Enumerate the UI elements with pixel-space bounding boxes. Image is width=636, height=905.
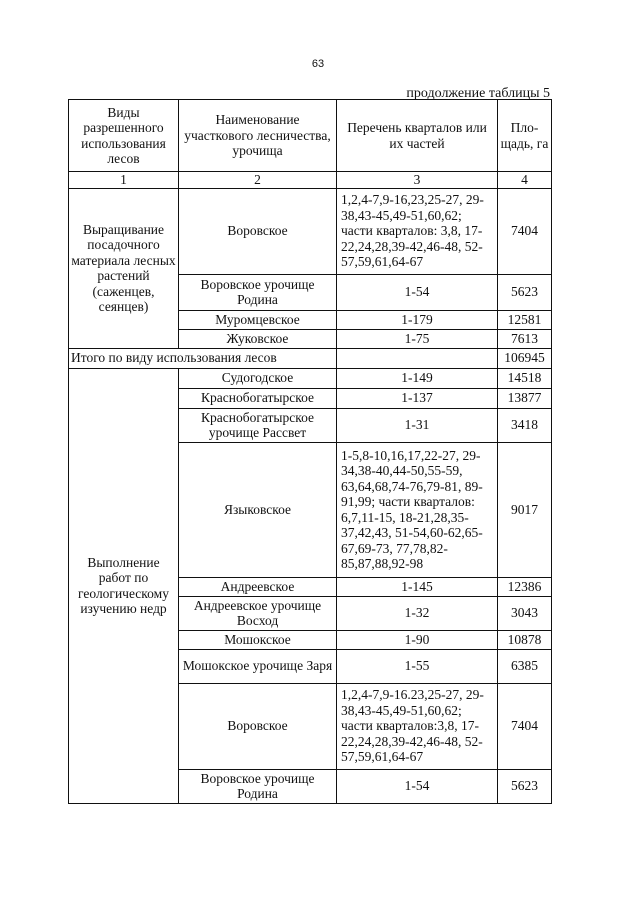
header-use-type: Виды разрешенного использования лесов <box>69 100 179 172</box>
forestry-name: Муромцевское <box>179 310 337 329</box>
quarters-list: 1-32 <box>337 596 498 630</box>
forestry-name: Андреевское <box>179 577 337 596</box>
area-value: 9017 <box>498 442 552 577</box>
area-value: 5623 <box>498 274 552 310</box>
quarters-list: 1-137 <box>337 388 498 408</box>
area-value: 7404 <box>498 683 552 769</box>
quarters-list: 1-5,8-10,16,17,22-27, 29-34,38-40,44-50,55-59, 63,64,68,74-76,79-81, 89-91,99; части кварталов: 6,7,11-15, 18-21,28,35-37,42,43, 51-54,60-62,65-67,69-73, 77,78,82-85,87,88,92-98 <box>337 442 498 577</box>
forestry-name: Краснобогатырское <box>179 388 337 408</box>
forestry-name: Мошокское <box>179 630 337 649</box>
quarters-list: 1-31 <box>337 408 498 442</box>
total-label: Итого по виду использования лесов <box>69 348 337 368</box>
header-area: Пло-щадь, га <box>498 100 552 172</box>
column-number: 3 <box>337 172 498 189</box>
total-row <box>69 348 552 368</box>
area-value: 6385 <box>498 649 552 683</box>
table-row <box>69 368 552 388</box>
area-value: 5623 <box>498 769 552 803</box>
forestry-name: Мошокское урочище Заря <box>179 649 337 683</box>
forestry-name: Языковское <box>179 442 337 577</box>
forest-use-table <box>68 99 552 804</box>
area-value: 12581 <box>498 310 552 329</box>
area-value: 3043 <box>498 596 552 630</box>
column-number: 4 <box>498 172 552 189</box>
use-type-cell: Выполнение работ по геологическому изучению недр <box>69 368 179 803</box>
quarters-list: 1-179 <box>337 310 498 329</box>
total-empty-cell <box>337 348 498 368</box>
quarters-list: 1-75 <box>337 329 498 348</box>
forestry-name: Воровское <box>179 188 337 274</box>
quarters-list: 1-55 <box>337 649 498 683</box>
header-quarters: Перечень кварталов или их частей <box>337 100 498 172</box>
forestry-name: Воровское <box>179 683 337 769</box>
area-value: 13877 <box>498 388 552 408</box>
area-value: 14518 <box>498 368 552 388</box>
quarters-list: 1,2,4-7,9-16.23,25-27, 29-38,43-45,49-51,60,62; части кварталов:3,8, 17-22,24,28,39-42,46-48, 52-57,59,61,64-67 <box>337 683 498 769</box>
column-number: 1 <box>69 172 179 189</box>
quarters-list: 1,2,4-7,9-16,23,25-27, 29-38,43-45,49-51,60,62; части кварталов: 3,8, 17-22,24,28,39-42,46-48, 52-57,59,61,64-67 <box>337 188 498 274</box>
quarters-list: 1-90 <box>337 630 498 649</box>
forestry-name: Жуковское <box>179 329 337 348</box>
forestry-name: Воровское урочище Родина <box>179 274 337 310</box>
area-value: 7404 <box>498 188 552 274</box>
forestry-name: Андреевское урочище Восход <box>179 596 337 630</box>
area-value: 10878 <box>498 630 552 649</box>
quarters-list: 1-54 <box>337 274 498 310</box>
header-forestry-name: Наименование участкового лесничества, урочища <box>179 100 337 172</box>
page-number: 63 <box>311 58 325 70</box>
quarters-list: 1-54 <box>337 769 498 803</box>
forestry-name: Краснобогатырское урочище Рассвет <box>179 408 337 442</box>
forestry-name: Воровское урочище Родина <box>179 769 337 803</box>
table-row <box>69 188 552 274</box>
area-value: 12386 <box>498 577 552 596</box>
forestry-name: Судогодское <box>179 368 337 388</box>
use-type-cell: Выращивание посадочного материала лесных растений (саженцев, сеянцев) <box>69 188 179 348</box>
area-value: 3418 <box>498 408 552 442</box>
table-continuation-caption: продолжение таблицы 5 <box>406 86 550 101</box>
quarters-list: 1-149 <box>337 368 498 388</box>
column-number: 2 <box>179 172 337 189</box>
area-value: 7613 <box>498 329 552 348</box>
total-area: 106945 <box>498 348 552 368</box>
quarters-list: 1-145 <box>337 577 498 596</box>
